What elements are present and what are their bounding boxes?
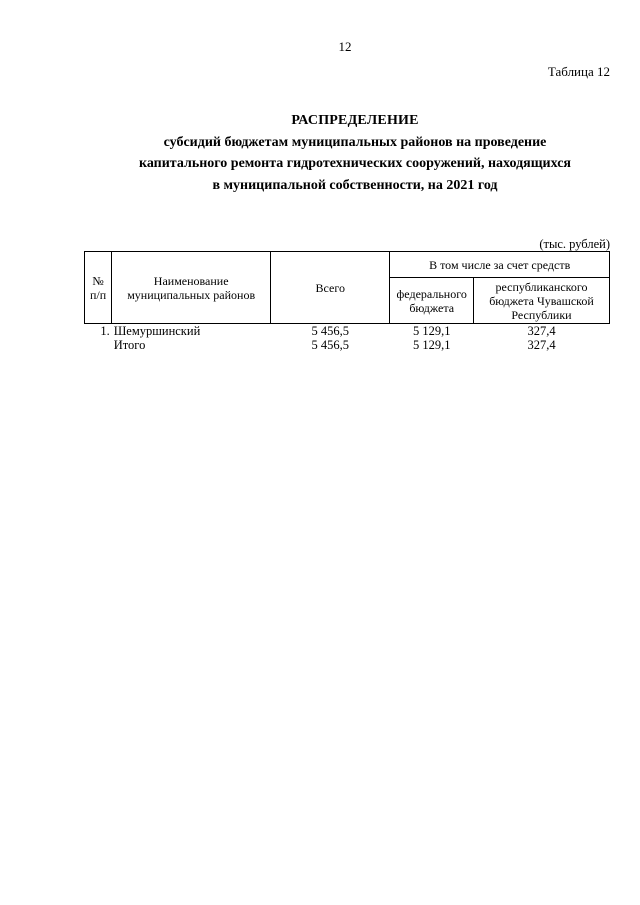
header-no: № п/п xyxy=(85,252,112,324)
header-name: Наименование муниципальных районов xyxy=(112,252,271,324)
units-note: (тыс. рублей) xyxy=(539,237,610,251)
page-number: 12 xyxy=(338,39,352,54)
table-row xyxy=(85,324,610,339)
title-line-1: РАСПРЕДЕЛЕНИЕ xyxy=(291,113,419,128)
row-no: 1. xyxy=(100,324,110,338)
document-title xyxy=(60,110,640,196)
header-federal: федерального бюджета xyxy=(390,278,474,324)
row-federal: 5 129,1 xyxy=(412,338,451,352)
row-total: 5 456,5 xyxy=(311,338,349,352)
row-name: Шемуршинский xyxy=(113,324,201,338)
table-label: Таблица 12 xyxy=(547,64,610,79)
row-republic: 327,4 xyxy=(527,338,556,352)
row-federal: 5 129,1 xyxy=(412,324,451,338)
row-no xyxy=(85,338,112,352)
header-republic: республиканского бюджета Чувашской Республики xyxy=(474,278,610,324)
header-total: Всего xyxy=(271,252,390,324)
row-total: 5 456,5 xyxy=(311,324,349,338)
row-name: Итого xyxy=(113,338,146,352)
table-row-total xyxy=(85,338,610,352)
header-including: В том числе за счет средств xyxy=(390,252,610,278)
row-republic: 327,4 xyxy=(527,324,556,338)
title-line-3: капитального ремонта гидротехнических сооружений, находящихся xyxy=(138,156,572,171)
title-line-2: субсидий бюджетам муниципальных районов на проведение xyxy=(163,134,547,150)
title-line-4: в муниципальной собственности, на 2021 год xyxy=(212,177,498,193)
distribution-table xyxy=(84,251,610,352)
